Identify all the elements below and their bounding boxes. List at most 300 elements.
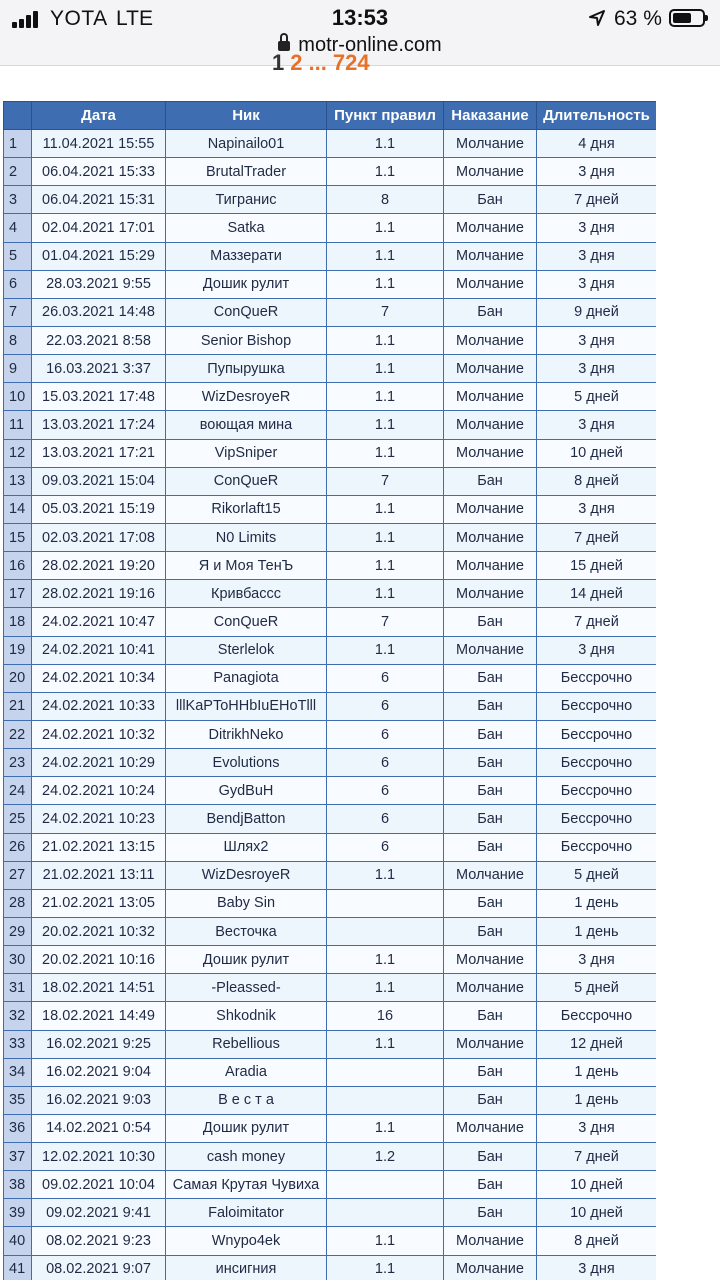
- table-row: [4, 355, 657, 383]
- cell-punishment: Молчание: [444, 1114, 537, 1142]
- cell-punishment: Молчание: [444, 636, 537, 664]
- table-row: [4, 186, 657, 214]
- cell-number: 28: [4, 889, 32, 917]
- cell-date: 24.02.2021 10:23: [32, 805, 166, 833]
- cell-date: 09.02.2021 9:41: [32, 1199, 166, 1227]
- cell-duration: 10 дней: [537, 439, 657, 467]
- cell-rule: 1.1: [327, 636, 444, 664]
- cell-duration: 3 дня: [537, 1255, 657, 1280]
- cell-rule: [327, 1058, 444, 1086]
- cell-nick: Тигранис: [166, 186, 327, 214]
- cell-duration: 3 дня: [537, 158, 657, 186]
- cell-rule: 1.1: [327, 439, 444, 467]
- cell-nick: Пупырушка: [166, 355, 327, 383]
- network-type: LTE: [116, 7, 153, 30]
- cell-date: 08.02.2021 9:07: [32, 1255, 166, 1280]
- cell-duration: 5 дней: [537, 974, 657, 1002]
- cell-punishment: Молчание: [444, 523, 537, 551]
- cell-punishment: Молчание: [444, 1227, 537, 1255]
- cell-nick: cash money: [166, 1143, 327, 1171]
- cell-number: 8: [4, 326, 32, 354]
- table-row: [4, 889, 657, 917]
- cell-nick: Baby Sin: [166, 889, 327, 917]
- cell-date: 21.02.2021 13:11: [32, 861, 166, 889]
- cell-number: 7: [4, 298, 32, 326]
- cell-number: 24: [4, 777, 32, 805]
- cell-number: 2: [4, 158, 32, 186]
- table-row: [4, 467, 657, 495]
- cell-number: 29: [4, 917, 32, 945]
- cell-duration: 1 день: [537, 1086, 657, 1114]
- cell-rule: 7: [327, 298, 444, 326]
- cell-date: 11.04.2021 15:55: [32, 130, 166, 158]
- cell-punishment: Бан: [444, 805, 537, 833]
- cell-date: 24.02.2021 10:47: [32, 608, 166, 636]
- table-row: [4, 580, 657, 608]
- cell-nick: Я и Моя ТенЪ: [166, 552, 327, 580]
- cell-nick: Aradia: [166, 1058, 327, 1086]
- cell-number: 38: [4, 1171, 32, 1199]
- cell-punishment: Бан: [444, 608, 537, 636]
- pagination: [272, 50, 370, 76]
- cell-date: 01.04.2021 15:29: [32, 242, 166, 270]
- status-time: 13:53: [331, 5, 389, 30]
- cell-rule: 6: [327, 805, 444, 833]
- cell-punishment: Молчание: [444, 383, 537, 411]
- page-current: 1: [272, 50, 285, 75]
- cell-punishment: Бан: [444, 1171, 537, 1199]
- cell-date: 14.02.2021 0:54: [32, 1114, 166, 1142]
- cell-punishment: Бан: [444, 917, 537, 945]
- cell-number: 9: [4, 355, 32, 383]
- cell-duration: 3 дня: [537, 1114, 657, 1142]
- cell-number: 4: [4, 214, 32, 242]
- table-row: [4, 636, 657, 664]
- cell-rule: 1.1: [327, 130, 444, 158]
- cell-duration: Бессрочно: [537, 692, 657, 720]
- cell-date: 08.02.2021 9:23: [32, 1227, 166, 1255]
- cell-rule: 8: [327, 186, 444, 214]
- cell-nick: Шлях2: [166, 833, 327, 861]
- cell-rule: 1.1: [327, 383, 444, 411]
- table-row: [4, 298, 657, 326]
- cell-rule: 1.1: [327, 1114, 444, 1142]
- cell-rule: 1.1: [327, 1030, 444, 1058]
- cell-duration: 8 дней: [537, 1227, 657, 1255]
- table-row: [4, 1002, 657, 1030]
- cell-date: 05.03.2021 15:19: [32, 495, 166, 523]
- cell-rule: 6: [327, 833, 444, 861]
- cell-nick: Rebellious: [166, 1030, 327, 1058]
- cell-duration: Бессрочно: [537, 664, 657, 692]
- cell-duration: 3 дня: [537, 326, 657, 354]
- cell-date: 28.02.2021 19:16: [32, 580, 166, 608]
- cell-rule: 6: [327, 720, 444, 748]
- cell-punishment: Бан: [444, 186, 537, 214]
- cell-number: 18: [4, 608, 32, 636]
- cell-nick: Faloimitator: [166, 1199, 327, 1227]
- cell-duration: 1 день: [537, 889, 657, 917]
- header-date: Дата: [32, 102, 166, 130]
- cell-duration: 14 дней: [537, 580, 657, 608]
- cell-rule: 16: [327, 1002, 444, 1030]
- cell-date: 09.02.2021 10:04: [32, 1171, 166, 1199]
- cell-number: 17: [4, 580, 32, 608]
- cell-date: 26.03.2021 14:48: [32, 298, 166, 326]
- table-row: [4, 1143, 657, 1171]
- cell-nick: VipSniper: [166, 439, 327, 467]
- cell-number: 35: [4, 1086, 32, 1114]
- cell-date: 09.03.2021 15:04: [32, 467, 166, 495]
- table-row: [4, 1227, 657, 1255]
- cell-punishment: Бан: [444, 749, 537, 777]
- cell-punishment: Бан: [444, 1086, 537, 1114]
- cell-punishment: Молчание: [444, 946, 537, 974]
- cell-rule: 6: [327, 692, 444, 720]
- cell-nick: Evolutions: [166, 749, 327, 777]
- table-row: [4, 158, 657, 186]
- cell-duration: 1 день: [537, 917, 657, 945]
- cell-punishment: Бан: [444, 298, 537, 326]
- cell-duration: 3 дня: [537, 946, 657, 974]
- cell-punishment: Бан: [444, 467, 537, 495]
- cell-nick: Shkodnik: [166, 1002, 327, 1030]
- cell-date: 20.02.2021 10:16: [32, 946, 166, 974]
- cell-number: 25: [4, 805, 32, 833]
- cell-number: 23: [4, 749, 32, 777]
- cell-punishment: Молчание: [444, 974, 537, 1002]
- cell-nick: DitrikhNeko: [166, 720, 327, 748]
- cell-rule: 7: [327, 467, 444, 495]
- cell-punishment: Бан: [444, 1002, 537, 1030]
- cell-date: 24.02.2021 10:34: [32, 664, 166, 692]
- cell-duration: Бессрочно: [537, 720, 657, 748]
- cell-duration: 3 дня: [537, 355, 657, 383]
- cell-nick: Дошик рулит: [166, 946, 327, 974]
- cell-rule: 1.1: [327, 214, 444, 242]
- cell-rule: 1.1: [327, 158, 444, 186]
- page-ellipsis: ...: [308, 50, 327, 75]
- table-row: [4, 439, 657, 467]
- cell-punishment: Бан: [444, 1143, 537, 1171]
- cell-number: 21: [4, 692, 32, 720]
- table-row: [4, 720, 657, 748]
- cell-date: 24.02.2021 10:32: [32, 720, 166, 748]
- cell-duration: 15 дней: [537, 552, 657, 580]
- cell-date: 02.03.2021 17:08: [32, 523, 166, 551]
- header-duration: Длительность: [537, 102, 657, 130]
- cell-number: 5: [4, 242, 32, 270]
- cell-nick: Sterlelok: [166, 636, 327, 664]
- cell-nick: В е с т а: [166, 1086, 327, 1114]
- cell-rule: 1.1: [327, 1255, 444, 1280]
- cell-rule: [327, 889, 444, 917]
- table-row: [4, 214, 657, 242]
- cell-punishment: Молчание: [444, 270, 537, 298]
- cell-duration: 7 дней: [537, 608, 657, 636]
- cell-punishment: Бан: [444, 777, 537, 805]
- cell-number: 22: [4, 720, 32, 748]
- cell-number: 20: [4, 664, 32, 692]
- cell-duration: 12 дней: [537, 1030, 657, 1058]
- cell-date: 28.02.2021 19:20: [32, 552, 166, 580]
- cell-number: 34: [4, 1058, 32, 1086]
- cell-punishment: Бан: [444, 664, 537, 692]
- cell-duration: 8 дней: [537, 467, 657, 495]
- table-row: [4, 1030, 657, 1058]
- table-row: [4, 777, 657, 805]
- cell-rule: 1.1: [327, 495, 444, 523]
- cell-date: 16.03.2021 3:37: [32, 355, 166, 383]
- cell-nick: BrutalTrader: [166, 158, 327, 186]
- cell-duration: 3 дня: [537, 411, 657, 439]
- cell-rule: 1.1: [327, 552, 444, 580]
- cell-duration: 3 дня: [537, 242, 657, 270]
- cell-nick: Senior Bishop: [166, 326, 327, 354]
- table-row: [4, 242, 657, 270]
- cell-number: 37: [4, 1143, 32, 1171]
- table-row: [4, 270, 657, 298]
- carrier-name: YOTA: [50, 7, 108, 30]
- cell-date: 06.04.2021 15:31: [32, 186, 166, 214]
- table-row: [4, 1058, 657, 1086]
- cell-rule: 1.1: [327, 1227, 444, 1255]
- cell-punishment: Бан: [444, 1199, 537, 1227]
- cell-number: 12: [4, 439, 32, 467]
- battery-percent: 63 %: [614, 7, 662, 30]
- table-row: [4, 383, 657, 411]
- table-row: [4, 1199, 657, 1227]
- table-row: [4, 1086, 657, 1114]
- page-link-next[interactable]: 2: [290, 50, 303, 75]
- cell-punishment: Молчание: [444, 439, 537, 467]
- cell-duration: 10 дней: [537, 1171, 657, 1199]
- cell-duration: 4 дня: [537, 130, 657, 158]
- table-row: [4, 608, 657, 636]
- cell-rule: 7: [327, 608, 444, 636]
- cell-punishment: Молчание: [444, 326, 537, 354]
- cell-nick: Маззерати: [166, 242, 327, 270]
- cell-date: 21.02.2021 13:05: [32, 889, 166, 917]
- cell-rule: 1.1: [327, 355, 444, 383]
- cell-nick: ConQueR: [166, 467, 327, 495]
- table-row: [4, 1255, 657, 1280]
- cell-nick: WizDesroyeR: [166, 383, 327, 411]
- punishments-table-container: [3, 101, 656, 1280]
- cell-nick: инсигния: [166, 1255, 327, 1280]
- cell-rule: 1.1: [327, 270, 444, 298]
- cell-duration: 9 дней: [537, 298, 657, 326]
- table-row: [4, 411, 657, 439]
- cell-rule: 1.1: [327, 861, 444, 889]
- cell-number: 6: [4, 270, 32, 298]
- cell-number: 41: [4, 1255, 32, 1280]
- cell-number: 36: [4, 1114, 32, 1142]
- cell-nick: Panagiota: [166, 664, 327, 692]
- cell-rule: [327, 1171, 444, 1199]
- cell-nick: N0 Limits: [166, 523, 327, 551]
- cell-duration: Бессрочно: [537, 749, 657, 777]
- cell-date: 12.02.2021 10:30: [32, 1143, 166, 1171]
- cell-nick: WizDesroyeR: [166, 861, 327, 889]
- cell-rule: 1.2: [327, 1143, 444, 1171]
- cell-rule: 1.1: [327, 523, 444, 551]
- cell-date: 24.02.2021 10:41: [32, 636, 166, 664]
- cell-nick: Satka: [166, 214, 327, 242]
- cell-duration: 3 дня: [537, 270, 657, 298]
- cell-date: 18.02.2021 14:49: [32, 1002, 166, 1030]
- header-rule: Пункт правил: [327, 102, 444, 130]
- cell-punishment: Молчание: [444, 580, 537, 608]
- cell-date: 22.03.2021 8:58: [32, 326, 166, 354]
- status-bar: [0, 0, 720, 36]
- table-row: [4, 917, 657, 945]
- url-text: motr-online.com: [298, 34, 442, 56]
- header-nick: Ник: [166, 102, 327, 130]
- cell-number: 16: [4, 552, 32, 580]
- cell-duration: 3 дня: [537, 636, 657, 664]
- cell-nick: Rikorlaft15: [166, 495, 327, 523]
- header-punishment: Наказание: [444, 102, 537, 130]
- cell-nick: Весточка: [166, 917, 327, 945]
- cell-number: 31: [4, 974, 32, 1002]
- table-row: [4, 692, 657, 720]
- table-row: [4, 495, 657, 523]
- table-row: [4, 833, 657, 861]
- cell-date: 16.02.2021 9:25: [32, 1030, 166, 1058]
- cell-date: 13.03.2021 17:21: [32, 439, 166, 467]
- cell-punishment: Молчание: [444, 1255, 537, 1280]
- cell-duration: 1 день: [537, 1058, 657, 1086]
- cell-punishment: Бан: [444, 833, 537, 861]
- cell-duration: 3 дня: [537, 495, 657, 523]
- cell-punishment: Молчание: [444, 861, 537, 889]
- page-link-last[interactable]: 724: [332, 50, 370, 75]
- cell-date: 16.02.2021 9:03: [32, 1086, 166, 1114]
- cell-rule: 1.1: [327, 946, 444, 974]
- cell-number: 32: [4, 1002, 32, 1030]
- cell-duration: 5 дней: [537, 383, 657, 411]
- cell-duration: 7 дней: [537, 186, 657, 214]
- cell-nick: BendjBatton: [166, 805, 327, 833]
- cell-punishment: Молчание: [444, 552, 537, 580]
- cell-nick: Самая Крутая Чувиха: [166, 1171, 327, 1199]
- cell-rule: 1.1: [327, 974, 444, 1002]
- table-row: [4, 523, 657, 551]
- cell-duration: Бессрочно: [537, 833, 657, 861]
- cell-date: 16.02.2021 9:04: [32, 1058, 166, 1086]
- cell-number: 14: [4, 495, 32, 523]
- cell-punishment: Молчание: [444, 158, 537, 186]
- cell-rule: 6: [327, 749, 444, 777]
- cell-date: 21.02.2021 13:15: [32, 833, 166, 861]
- table-header-row: [4, 102, 657, 130]
- cell-date: 15.03.2021 17:48: [32, 383, 166, 411]
- cell-date: 13.03.2021 17:24: [32, 411, 166, 439]
- cell-punishment: Молчание: [444, 1030, 537, 1058]
- cell-number: 27: [4, 861, 32, 889]
- table-row: [4, 974, 657, 1002]
- cell-punishment: Бан: [444, 692, 537, 720]
- table-row: [4, 1171, 657, 1199]
- cell-punishment: Молчание: [444, 495, 537, 523]
- cell-nick: lllKaPToHHbIuEHoTlll: [166, 692, 327, 720]
- table-row: [4, 861, 657, 889]
- table-row: [4, 1114, 657, 1142]
- cell-number: 13: [4, 467, 32, 495]
- cell-duration: 7 дней: [537, 523, 657, 551]
- cell-number: 39: [4, 1199, 32, 1227]
- cell-duration: 5 дней: [537, 861, 657, 889]
- cell-date: 18.02.2021 14:51: [32, 974, 166, 1002]
- cell-number: 11: [4, 411, 32, 439]
- table-row: [4, 805, 657, 833]
- cell-rule: 1.1: [327, 580, 444, 608]
- cell-nick: -Pleassed-: [166, 974, 327, 1002]
- cell-rule: 1.1: [327, 326, 444, 354]
- cell-rule: 6: [327, 664, 444, 692]
- cell-nick: ConQueR: [166, 298, 327, 326]
- cell-duration: Бессрочно: [537, 1002, 657, 1030]
- punishments-table: [3, 101, 656, 1280]
- cell-duration: Бессрочно: [537, 805, 657, 833]
- cell-nick: воющая мина: [166, 411, 327, 439]
- cell-nick: Дошик рулит: [166, 270, 327, 298]
- cell-punishment: Молчание: [444, 411, 537, 439]
- cell-date: 02.04.2021 17:01: [32, 214, 166, 242]
- cell-punishment: Молчание: [444, 242, 537, 270]
- cell-nick: Дошик рулит: [166, 1114, 327, 1142]
- cell-date: 24.02.2021 10:33: [32, 692, 166, 720]
- cell-date: 28.03.2021 9:55: [32, 270, 166, 298]
- cell-nick: ConQueR: [166, 608, 327, 636]
- table-row: [4, 326, 657, 354]
- cell-punishment: Бан: [444, 720, 537, 748]
- cell-number: 15: [4, 523, 32, 551]
- battery-icon: [669, 9, 705, 27]
- location-arrow-icon: [588, 9, 606, 27]
- table-row: [4, 749, 657, 777]
- cell-number: 26: [4, 833, 32, 861]
- cell-number: 10: [4, 383, 32, 411]
- cell-punishment: Молчание: [444, 130, 537, 158]
- cell-punishment: Молчание: [444, 214, 537, 242]
- table-row: [4, 552, 657, 580]
- cell-number: 19: [4, 636, 32, 664]
- cell-date: 20.02.2021 10:32: [32, 917, 166, 945]
- cell-date: 24.02.2021 10:24: [32, 777, 166, 805]
- cell-number: 1: [4, 130, 32, 158]
- header-number: [4, 102, 32, 130]
- cell-rule: [327, 917, 444, 945]
- table-row: [4, 130, 657, 158]
- cell-nick: GydBuH: [166, 777, 327, 805]
- cell-date: 06.04.2021 15:33: [32, 158, 166, 186]
- cell-rule: 6: [327, 777, 444, 805]
- cell-duration: 7 дней: [537, 1143, 657, 1171]
- cell-nick: Napinailo01: [166, 130, 327, 158]
- cell-rule: 1.1: [327, 242, 444, 270]
- cell-rule: [327, 1199, 444, 1227]
- cell-duration: 3 дня: [537, 214, 657, 242]
- cell-duration: 10 дней: [537, 1199, 657, 1227]
- table-row: [4, 664, 657, 692]
- cell-punishment: Молчание: [444, 355, 537, 383]
- cell-number: 30: [4, 946, 32, 974]
- cell-number: 40: [4, 1227, 32, 1255]
- cell-rule: 1.1: [327, 411, 444, 439]
- cell-date: 24.02.2021 10:29: [32, 749, 166, 777]
